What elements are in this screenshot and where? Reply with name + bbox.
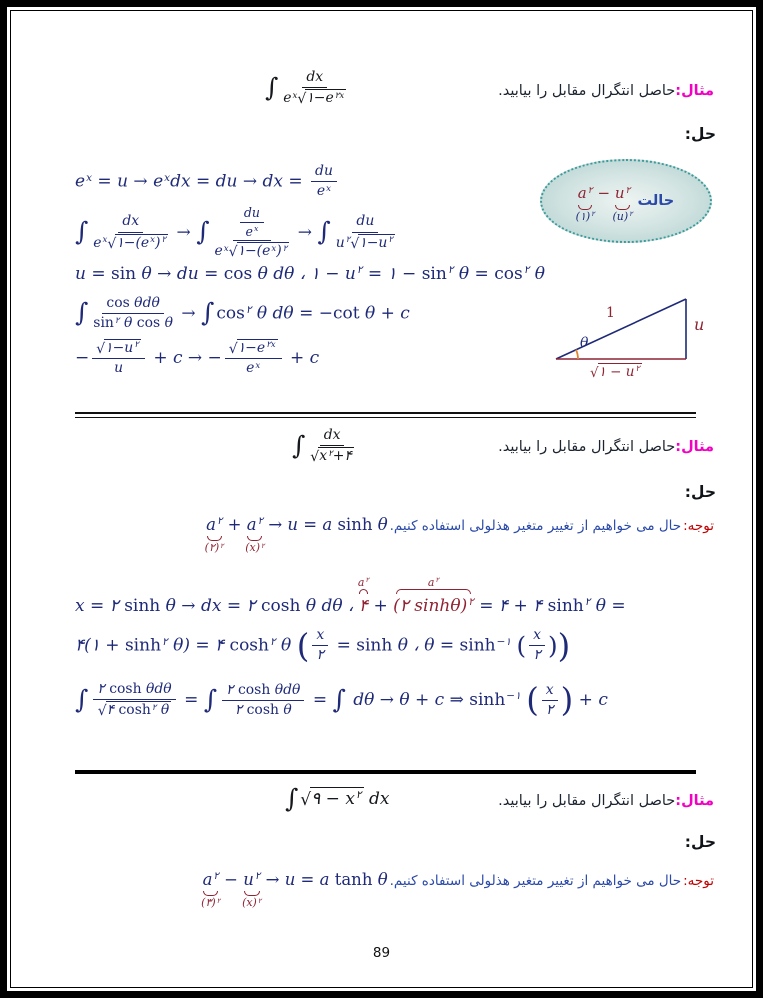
ex1-problem-integral: ∫ $\frac{dx}{e^x√۱-e^{۲x}}$ <box>265 69 345 108</box>
ex3-prompt <box>498 793 714 809</box>
section-divider-1 <box>75 412 696 418</box>
ex2-problem-integral: ∫ $\frac{dx}{√x^۲+۴}$ <box>292 427 352 466</box>
reference-triangle-figure <box>550 293 718 389</box>
angle-arc <box>576 350 578 359</box>
ex1-solution-label: حل: <box>684 125 716 143</box>
ex2-note-text: حال می خواهیم از تغییر متغیر هذلولی استفاده کنیم. <box>389 518 682 534</box>
ex2-note-row <box>202 514 714 555</box>
triangle-angle-label: θ <box>580 335 589 351</box>
triangle-hypotenuse-label: 1 <box>606 305 615 321</box>
ex3-example-label: مثال: <box>675 793 714 809</box>
ex2-note-math: $a^۲$ (۲)$^۲$ + $a^۲$ $(x)^۲$ → u = a sinh θ <box>204 515 388 555</box>
triangle-side-label: u <box>694 315 705 334</box>
ex1-prompt-text: حاصل انتگرال مقابل را بیابید. <box>498 83 676 99</box>
section-divider-2 <box>75 770 696 774</box>
ex3-solution-label: حل: <box>684 833 716 851</box>
ex2-line3: ∫ $\frac{\text{۲ cosh θdθ}}{√۴ \cosh^۲ \theta}$ = ∫ $\frac{\text{۲ cosh θdθ}}{\text{۲ cosh θ}}$ = ∫ dθ → θ + c ⇒ $\sinh^{-۱}$ ( $\frac{x}{۲}$ ) + c <box>75 681 608 720</box>
ex2-line2: ۴(۱ + $\sinh^۲ \theta$) = ۴ $\cosh^۲ \theta$ ( $\frac{x}{۲}$ = sinh θ ، $\theta = \sinh^{-۱}$ ( $\frac{x}{۲}$ ) ) <box>75 626 571 665</box>
ex2-solution-label: حل: <box>684 483 716 501</box>
ex1-line4: ∫ $\frac{\text{cos θdθ}}{\sin^۲ \theta \cos \theta}$ → ∫ $\cos^۲ \theta$ dθ = −cot θ + c <box>75 295 410 332</box>
ex1-prompt <box>498 83 714 99</box>
page-number: 89 <box>372 945 391 961</box>
ex3-note-math: $a^۲$ (۳)$^۲$ − $u^۲$ $(x)^۲$ → u = a tanh θ <box>201 870 388 910</box>
case-math: $a^۲$ (۱)$^۲$ − $u^۲$ $(u)^۲$ <box>575 184 633 223</box>
ex3-note-label: توجه: <box>683 873 714 889</box>
ex2-prompt-text: حاصل انتگرال مقابل را بیابید. <box>498 439 676 455</box>
ex3-note-row <box>199 869 714 910</box>
ex1-line2: ∫ $\frac{dx}{e^x√۱-(e^x)^۲}$ → ∫ $\frac{\frac{du}{e^x}}{e^x√۱-(e^x)^۲}$ → ∫ $\frac{du}{u^۲√۱-u^۲}$ <box>75 205 393 261</box>
ex3-problem-integral: ∫ √۹ − $x^۲$ dx <box>285 784 390 815</box>
ex1-line5: − $\frac{√۱-u^۲}{u}$ + c → − $\frac{√۱-e^{۲x}}{e^x}$ + c <box>75 340 320 377</box>
case-callout-oval <box>540 159 712 243</box>
ex1-line1: $e^x = u \to e^xdx$ = du → dx = $\frac{du}{e^x}$ <box>75 163 340 201</box>
ex3-prompt-text: حاصل انتگرال مقابل را بیابید. <box>498 793 676 809</box>
ex2-example-label: مثال: <box>675 439 714 455</box>
ex1-example-label: مثال: <box>675 83 714 99</box>
triangle-base-label: √۱ − $u^۲$ <box>590 363 640 381</box>
ex2-prompt <box>498 439 714 455</box>
ex2-note-label: توجه: <box>683 518 714 534</box>
ex2-line1: x = ۲ sinh θ → dx = ۲ cosh θ dθ ، ۴ $a^۲$ + (۲ sinhθ)$^۲$ $a^۲$ = ۴ + ۴ $\sinh^۲ \theta$ = <box>75 576 626 616</box>
case-label: حالت <box>637 193 675 209</box>
ex1-line3: u = sin θ → du = cos θ dθ ، ۱ − $u^۲$ = ۱ − $\sin^۲ \theta = \cos^۲ \theta$ <box>75 264 545 284</box>
page-inner-frame <box>10 10 753 988</box>
ex3-note-text: حال می خواهیم از تغییر متغیر هذلولی استفاده کنیم. <box>389 873 682 889</box>
